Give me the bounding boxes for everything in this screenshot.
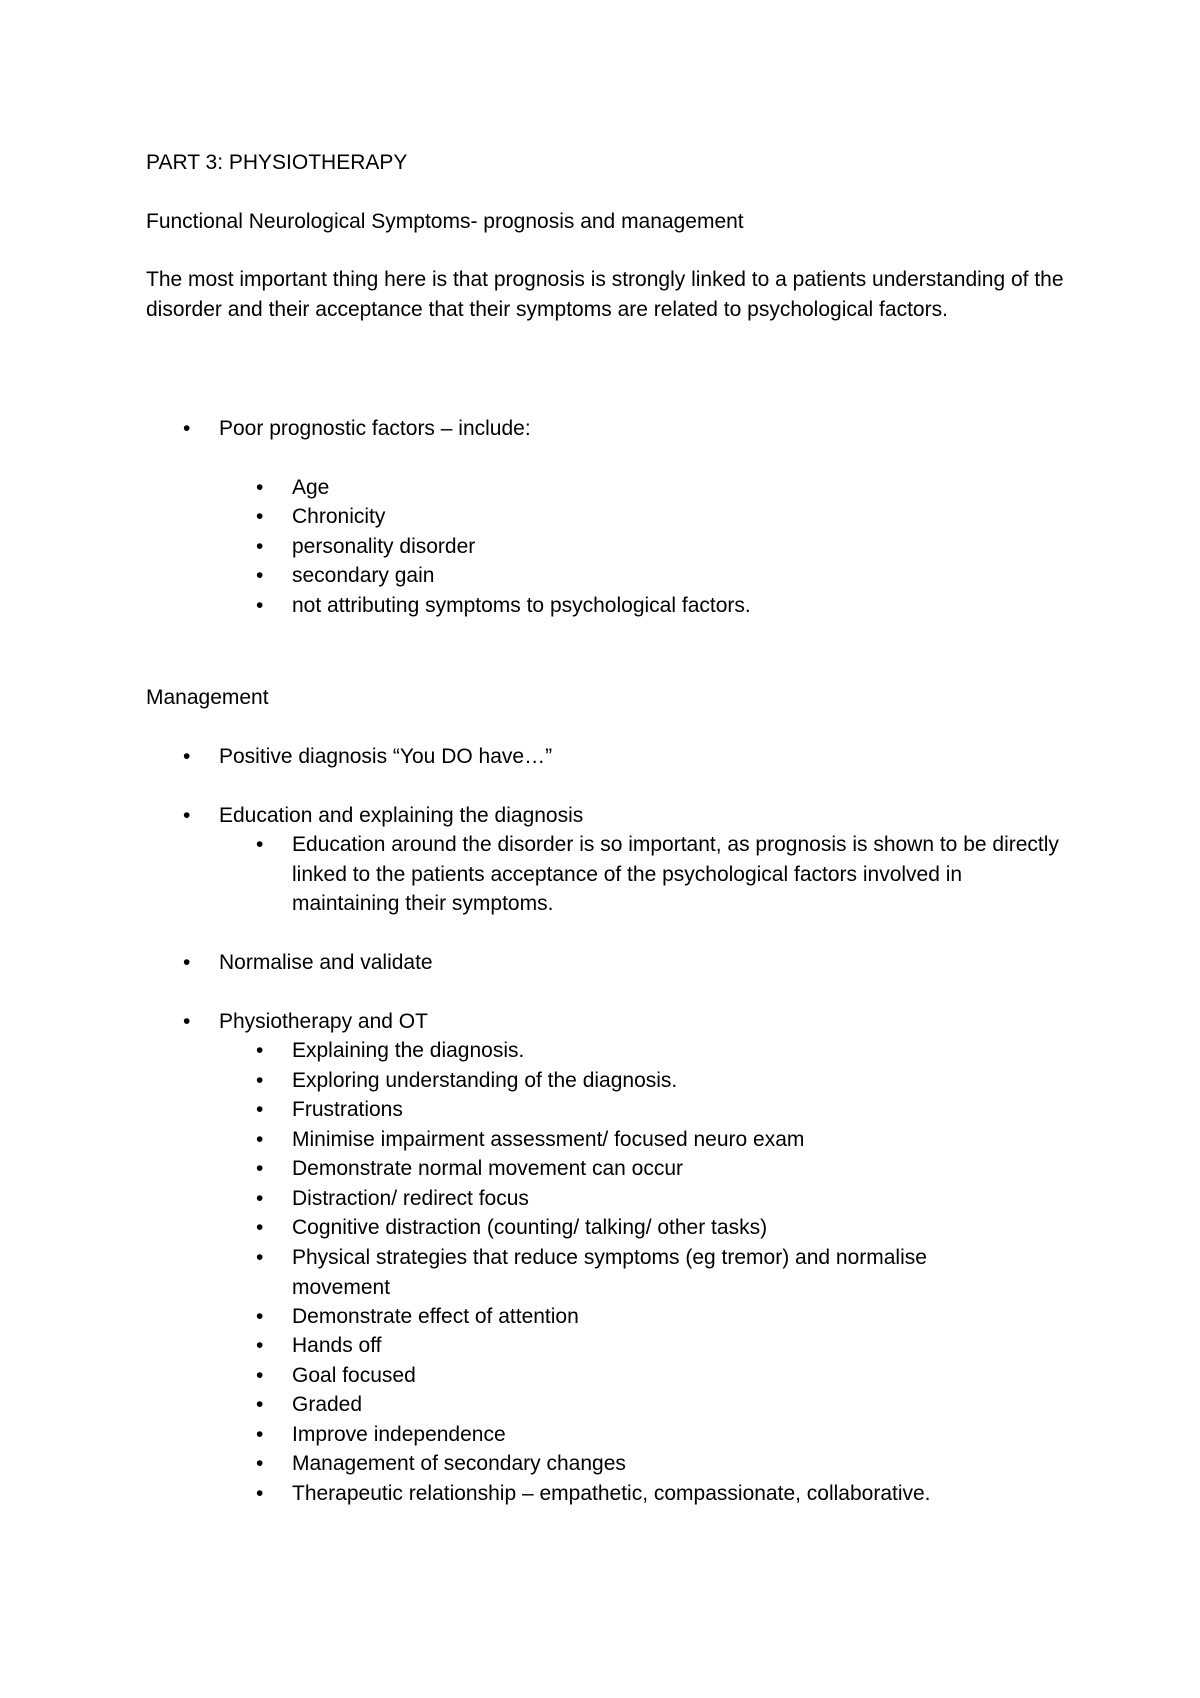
bullet-icon: • [256,476,264,499]
bullet-icon: • [256,1452,264,1475]
list-item: Hands off [292,1334,382,1357]
list-item: Minimise impairment assessment/ focused neuro exam [292,1128,805,1151]
bullet-icon: • [256,1216,264,1239]
list-item: Therapeutic relationship – empathetic, compassionate, collaborative. [292,1482,931,1505]
bullet-icon: • [256,594,264,617]
bullet-icon: • [256,833,264,856]
bullet-icon: • [256,1246,264,1269]
list-item: not attributing symptoms to psychological factors. [292,594,751,617]
physio-item: Physiotherapy and OT [219,1010,428,1033]
list-item: Graded [292,1393,363,1416]
list-item: Frustrations [292,1098,403,1121]
list-item: Age [292,476,330,499]
bullet-icon: • [256,1098,264,1121]
list-item: Physical strategies that reduce symptoms (eg tremor) and normalise movement [292,1246,927,1299]
bullet-icon: • [256,505,264,528]
prognosis-heading: Poor prognostic factors – include: [219,417,531,440]
bullet-icon: • [256,1364,264,1387]
management-heading: Management [146,686,269,709]
list-item: Chronicity [292,505,386,528]
list-item: Exploring understanding of the diagnosis. [292,1069,678,1092]
bullet-icon: • [256,1157,264,1180]
education-item: Education and explaining the diagnosis [219,804,584,827]
list-item: Explaining the diagnosis. [292,1039,525,1062]
list-item: Cognitive distraction (counting/ talking/ other tasks) [292,1216,768,1239]
education-sub-item: Education around the disorder is so important, as prognosis is shown to be directly linked to the patients acceptance of the psychological factors involved in maintaining their symptoms. [292,833,1059,915]
subtitle: Functional Neurological Symptoms- prognosis and management [146,210,744,233]
list-item: Distraction/ redirect focus [292,1187,529,1210]
bullet-icon: • [256,1334,264,1357]
normalise-item: Normalise and validate [219,951,433,974]
bullet-icon: • [256,1128,264,1151]
bullet-icon: • [256,1039,264,1062]
bullet-icon: • [256,535,264,558]
positive-diagnosis-item: Positive diagnosis “You DO have…” [219,745,553,768]
bullet-icon: • [256,1069,264,1092]
bullet-icon: • [256,1305,264,1328]
bullet-icon: • [183,804,191,827]
bullet-icon: • [256,1187,264,1210]
list-item: Goal focused [292,1364,416,1387]
bullet-icon: • [256,1393,264,1416]
part-title: PART 3: PHYSIOTHERAPY [146,151,408,174]
bullet-icon: • [183,745,191,768]
bullet-icon: • [183,417,191,440]
bullet-icon: • [256,1482,264,1505]
list-item: personality disorder [292,535,476,558]
intro-paragraph: The most important thing here is that prognosis is strongly linked to a patients understanding of the disorder and their acceptance that their symptoms are related to psychological factors. [146,268,1064,321]
list-item: Demonstrate normal movement can occur [292,1157,683,1180]
list-item: secondary gain [292,564,435,587]
bullet-icon: • [183,1010,191,1033]
list-item: Improve independence [292,1423,506,1446]
bullet-icon: • [256,564,264,587]
bullet-icon: • [183,951,191,974]
list-item: Demonstrate effect of attention [292,1305,579,1328]
bullet-icon: • [256,1423,264,1446]
list-item: Management of secondary changes [292,1452,626,1475]
